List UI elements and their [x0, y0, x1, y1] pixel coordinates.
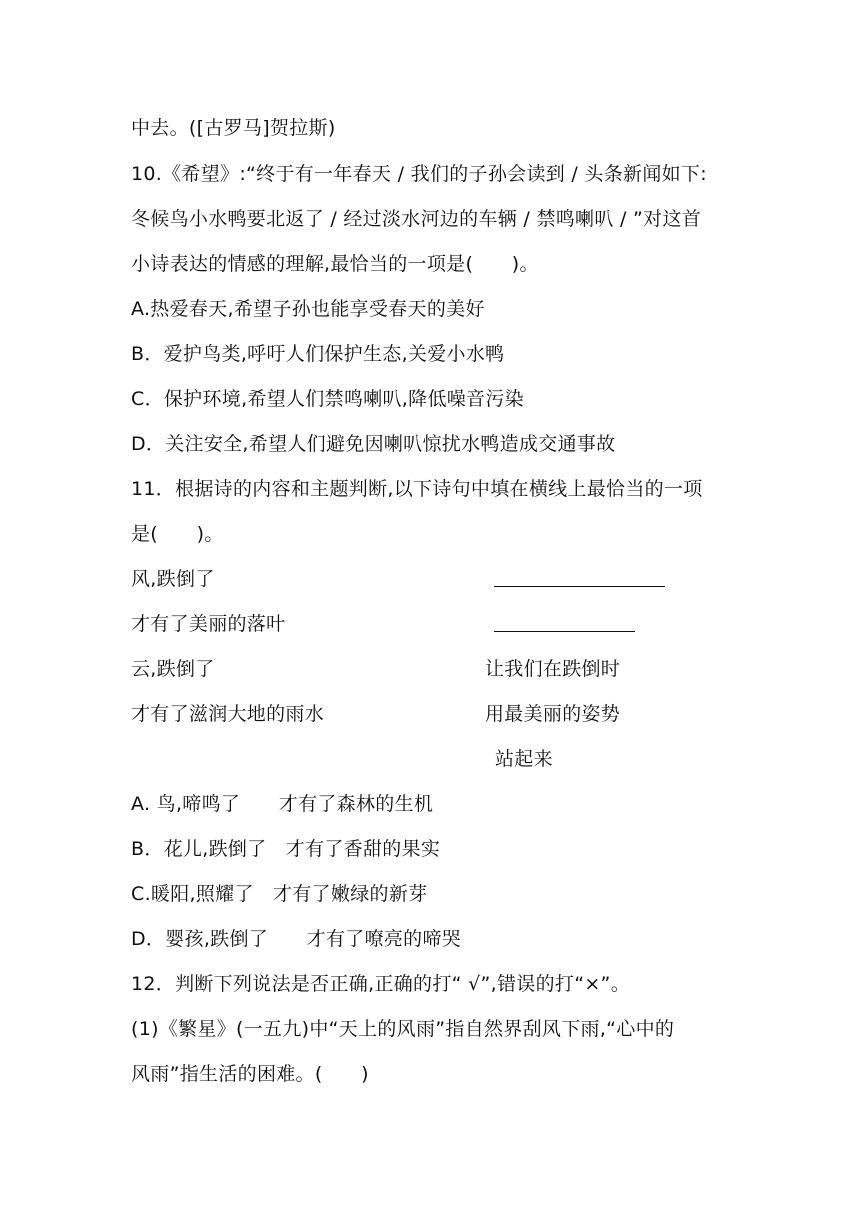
question-10-option-c: C．保护环境,希望人们禁鸣喇叭,降低噪音污染 [131, 388, 524, 410]
poem-right-line-3: 站起来 [495, 748, 553, 770]
question-10-stem-line-3: 小诗表达的情感的理解,最恰当的一项是( )。 [131, 253, 539, 275]
poem-left-line-1: 风,跌倒了 [131, 568, 215, 590]
poem-left-line-2: 才有了美丽的落叶 [131, 613, 286, 635]
question-11-stem-line-2: 是( )。 [131, 523, 224, 545]
question-10-stem-line-1: 10.《希望》:“终于有一年春天 / 我们的子孙会读到 / 头条新闻如下: [131, 163, 707, 185]
question-11-option-b: B．花儿,跌倒了 才有了香甜的果实 [131, 838, 441, 860]
question-10-option-b: B．爱护鸟类,呼吁人们保护生态,关爱小水鸭 [131, 343, 505, 365]
question-12-item-1-line-2: 风雨”指生活的困难。( ) [131, 1063, 369, 1085]
poem-left-line-4: 才有了滋润大地的雨水 [131, 703, 325, 725]
answer-blank-2[interactable] [494, 631, 635, 632]
poem-right-line-2: 用最美丽的姿势 [485, 703, 621, 725]
poem-right-line-1: 让我们在跌倒时 [485, 658, 621, 680]
question-11-option-c: C.暖阳,照耀了 才有了嫩绿的新芽 [131, 883, 428, 905]
question-10-stem-line-2: 冬候鸟小水鸭要北返了 / 经过淡水河边的车辆 / 禁鸣喇叭 / ”对这首 [131, 208, 702, 230]
question-10-option-d: D．关注安全,希望人们避免因喇叭惊扰水鸭造成交通事故 [131, 433, 616, 455]
question-12-stem: 12．判断下列说法是否正确,正确的打“ √”,错误的打“×”。 [131, 973, 630, 995]
question-11-stem-line-1: 11．根据诗的内容和主题判断,以下诗句中填在横线上最恰当的一项 [131, 478, 703, 500]
text-line-quote-source: 中去。([古罗马]贺拉斯) [131, 117, 336, 139]
poem-left-line-3: 云,跌倒了 [131, 658, 215, 680]
question-12-item-1-line-1: (1)《繁星》(一五九)中“天上的风雨”指自然界刮风下雨,“心中的 [131, 1018, 675, 1040]
question-11-option-a: A. 鸟,啼鸣了 才有了森林的生机 [131, 793, 434, 815]
question-11-option-d: D．婴孩,跌倒了 才有了嘹亮的啼哭 [131, 928, 462, 950]
answer-blank-1[interactable] [494, 586, 665, 587]
question-10-option-a: A.热爱春天,希望子孙也能享受春天的美好 [131, 298, 485, 320]
